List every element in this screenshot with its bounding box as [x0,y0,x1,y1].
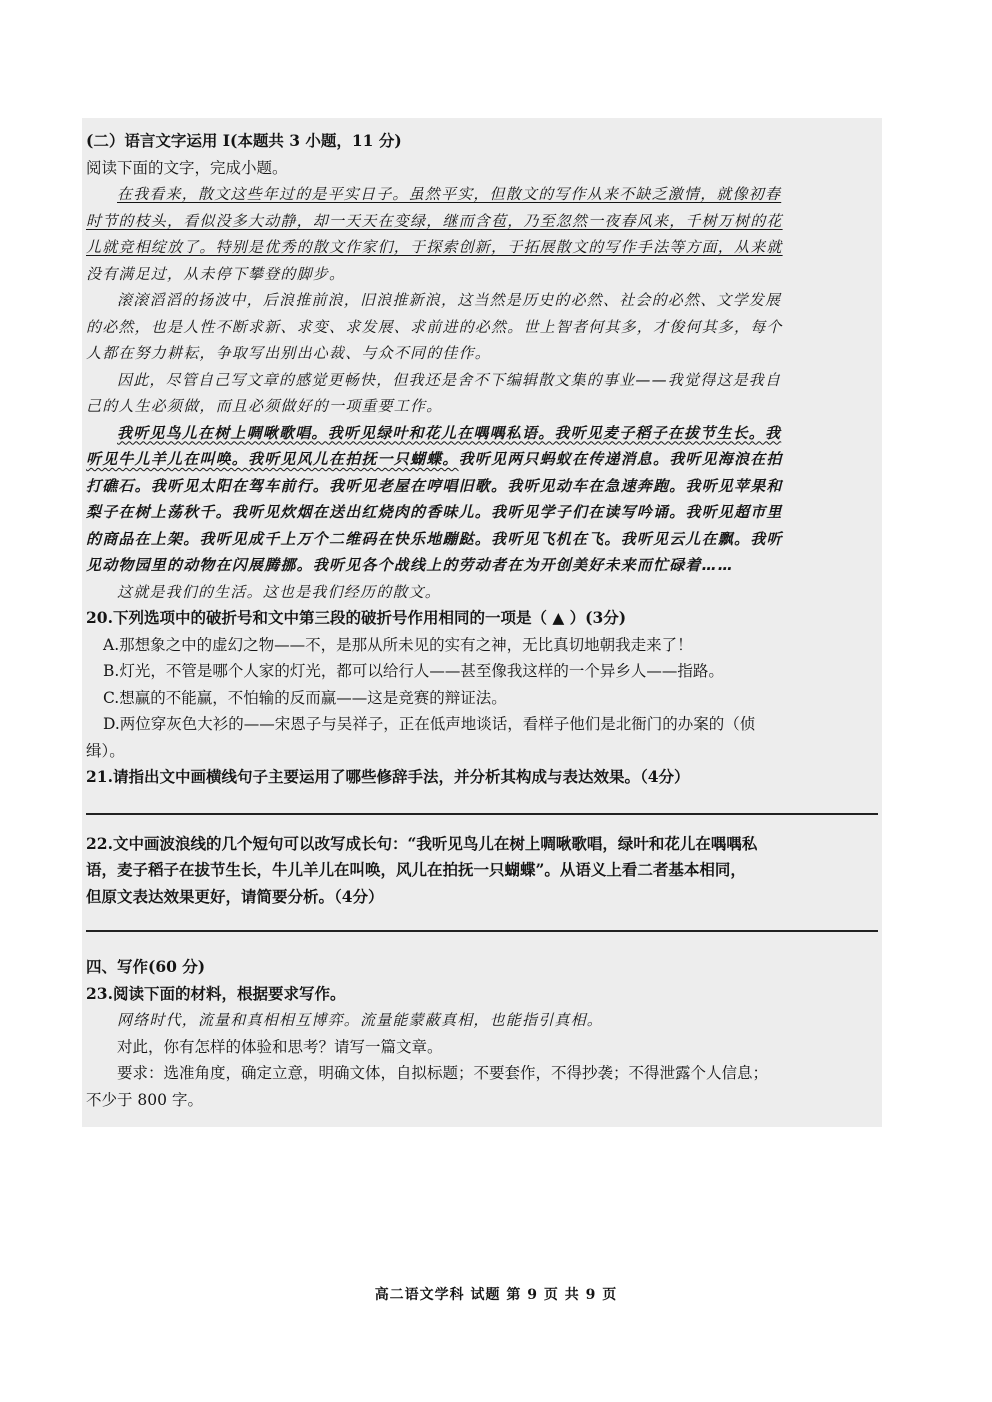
passage-line: 没有满足过，从未停下攀登的脚步。 [86,264,346,283]
question-22-stem: 22.文中画波浪线的几个短句可以改写成长句：“我听见鸟儿在树上啁啾歌唱，绿叶和花儿在喁喁私 [86,833,758,853]
option-c: C.想赢的不能赢，不怕输的反而赢——这是竞赛的辩证法。 [103,688,507,707]
passage-line: 己的人生必须做，而且必须做好的一项重要工作。 [86,397,443,415]
option-a: A.那想象之中的虚幻之物——不，是那从所未见的实有之神，无比真切地朝我走来了！ [103,635,693,654]
answer-line[interactable] [86,930,878,932]
page-footer: 高二语文学科 试题 第 9 页 共 9 页 [374,1287,618,1303]
passage-line: 时节的枝头，看似没多大动静，却一天天在变绿，继而含苞，乃至忽然一夜春风来，千树万树的花 [86,211,783,230]
passage-line: 的必然，也是人性不断求新、求变、求发展、求前进的必然。世上智者何其多，才俊何其多，每个 [86,317,783,336]
question-23-stem: 23.阅读下面的材料，根据要求写作。 [86,983,346,1003]
writing-prompt: 对此，你有怎样的体验和思考？请写一篇文章。 [117,1037,443,1056]
writing-requirements: 要求：选准角度，确定立意，明确文体，自拟标题；不要套作，不得抄袭；不得泄露个人信息； [117,1064,769,1082]
question-22-stem: 语，麦子稻子在拔节生长，牛儿羊儿在叫唤，风儿在拍抚一只蝴蝶”。从语义上看二者基本相同， [86,860,746,879]
question-20-stem: 20.下列选项中的破折号和文中第三段的破折号作用相同的一项是（ ▲ ）(3分) [86,608,627,627]
passage-line [86,446,878,473]
writing-material: 网络时代，流量和真相相互博弈。流量能蒙蔽真相，也能指引真相。 [117,1011,604,1029]
option-d-continued: 缉）。 [86,741,125,760]
passage-text: 我听见两只蚂蚁在传递消息。我听见海浪在拍 [458,450,783,468]
passage-line [86,234,878,261]
option-b: B.灯光，不管是哪个人家的灯光，都可以给行人——甚至像我这样的一个异乡人——指路。 [103,662,724,680]
underlined-sentence-tail: 儿就竞相绽放了。特别是优秀的散文作家们，于探索创新，于拓展散文的写作手法等方面，从来就 [86,238,783,256]
option-d: D.两位穿灰色大衫的——宋恩子与吴祥子，正在低声地谈话，看样子他们是北衙门的办案的（侦 [103,715,756,733]
passage-line: 梨子在树上荡秋千。我听见炊烟在送出红烧肉的香味儿。我听见学子们在读写吟诵。我听见超市里 [86,503,783,521]
passage-line: 打礁石。我听见太阳在驾车前行。我听见老屋在哼唱旧歌。我听见动车在急速奔跑。我听见苹果和 [86,476,783,495]
exam-page [82,118,882,1127]
writing-requirements: 不少于 800 字。 [86,1090,203,1109]
passage-line: 见动物园里的动物在闪展腾挪。我听见各个战线上的劳动者在为开创美好未来而忙碌着…… [86,556,735,574]
passage-line: 在我看来，散文这些年过的是平实日子。虽然平实，但散文的写作从来不缺乏激情，就像初春 [117,185,782,203]
passage-line: 滚滚滔滔的扬波中，后浪推前浪，旧浪推新浪，这当然是历史的必然、社会的必然、文学发展 [117,291,782,309]
section-instruction: 阅读下面的文字，完成小题。 [86,158,288,177]
answer-line[interactable] [86,813,878,815]
question-22-stem: 但原文表达效果更好，请简要分析。（4分） [86,886,384,906]
wavy-sentence-line: 我听见鸟儿在树上啁啾歌唱。我听见绿叶和花儿在喁喁私语。我听见麦子稻子在拔节生长。我 [117,423,782,442]
passage-line: 因此，尽管自己写文章的感觉更畅快，但我还是舍不下编辑散文集的事业——我觉得这是我自 [117,370,782,389]
passage-line: 的商品在上架。我听见成千上万个二维码在快乐地蹦跶。我听见飞机在飞。我听见云儿在飘。我听 [86,529,783,548]
writing-section-title: 四、写作(60 分) [86,957,206,976]
question-21-stem: 21.请指出文中画横线句子主要运用了哪些修辞手法，并分析其构成与表达效果。（4分） [86,767,690,786]
passage-line: 这就是我们的生活。这也是我们经历的散文。 [117,582,442,601]
section-title: (二）语言文字运用 I(本题共 3 小题，11 分) [86,131,402,150]
wavy-sentence-tail: 听见牛儿羊儿在叫唤。我听见风儿在拍抚一只蝴蝶。 [86,450,459,468]
passage-line: 人都在努力耕耘，争取写出别出心裁、与众不同的佳作。 [86,344,492,362]
